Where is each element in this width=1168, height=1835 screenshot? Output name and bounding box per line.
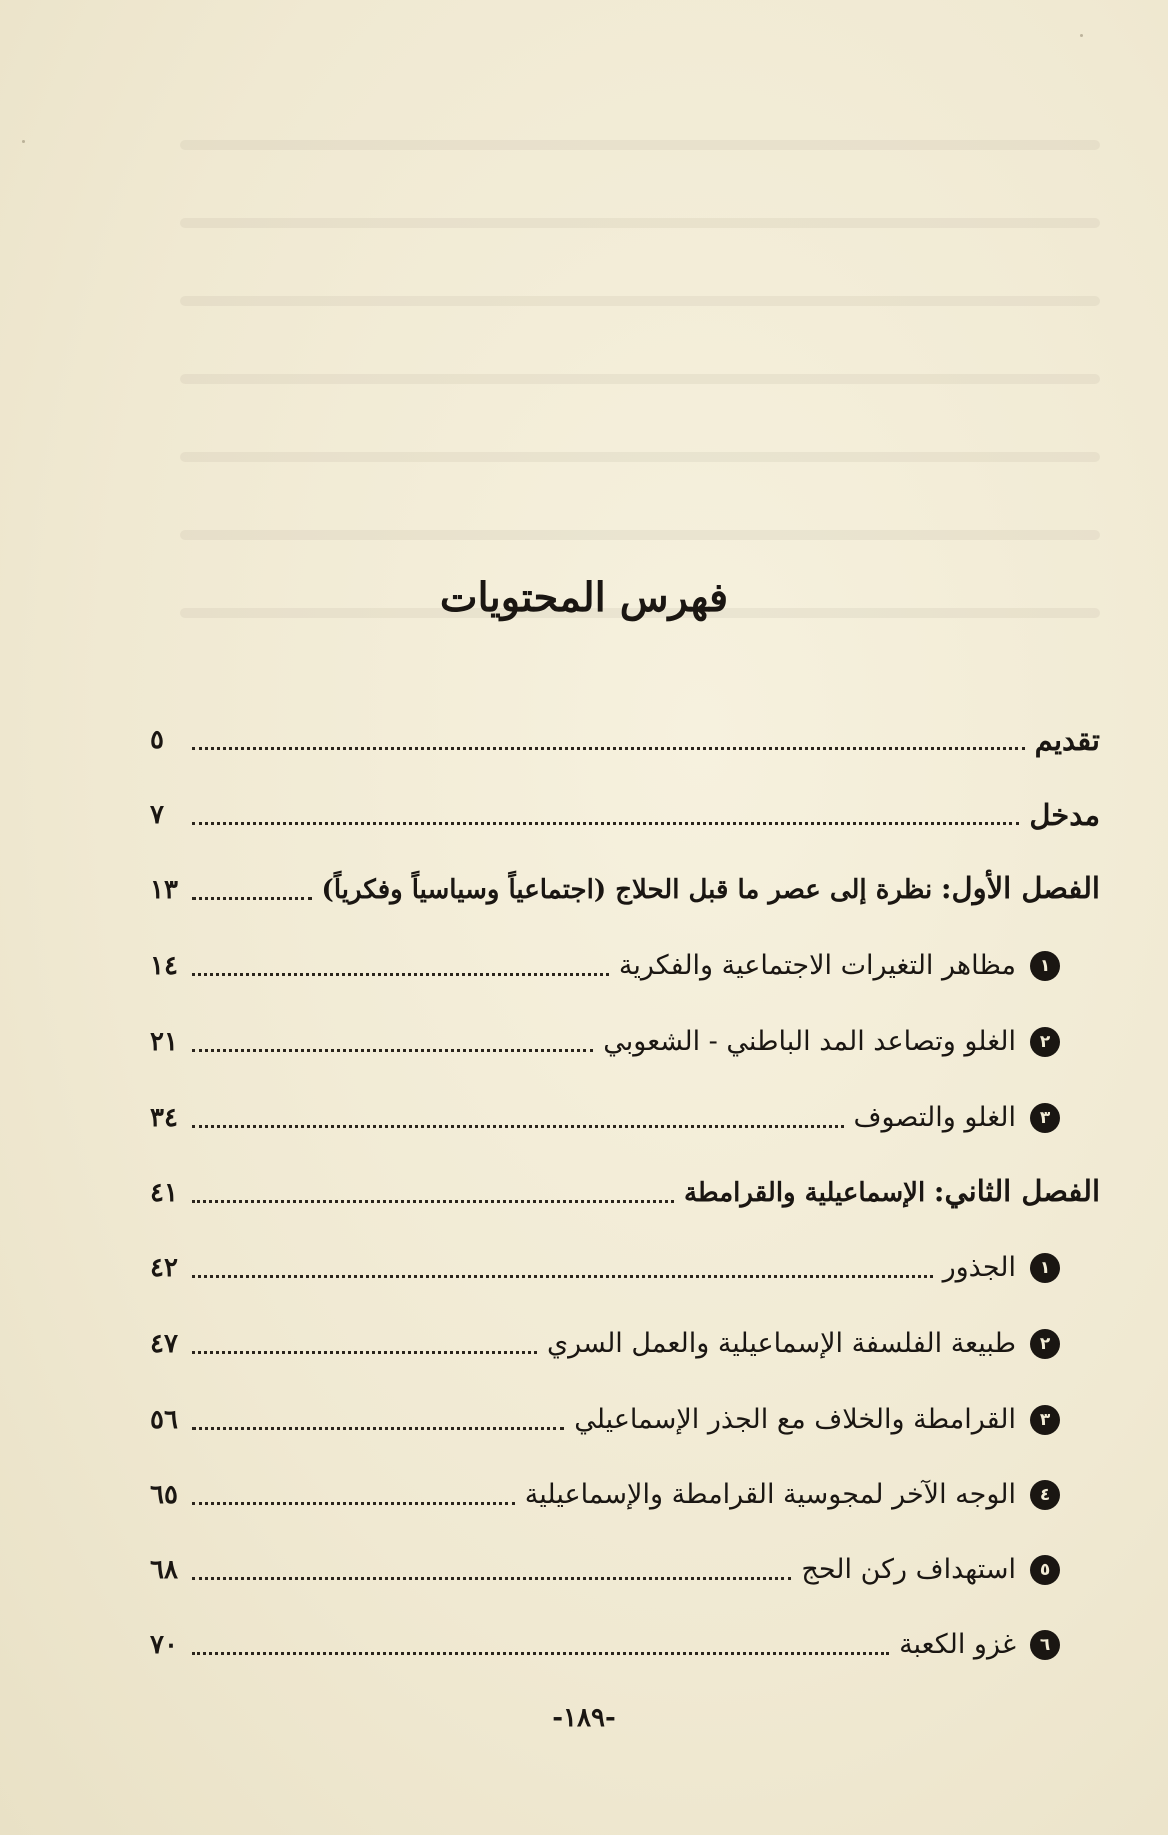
toc-entry-label: مدخل bbox=[1029, 798, 1100, 832]
chapter-title: الإسماعيلية والقرامطة bbox=[683, 1178, 926, 1208]
toc-chapter-heading bbox=[684, 1171, 1100, 1213]
section-number-badge: ٦ bbox=[1030, 1630, 1060, 1660]
chapter-name: الفصل الأول: bbox=[940, 871, 1100, 905]
section-number-badge: ٥ bbox=[1030, 1555, 1060, 1585]
dot-leader bbox=[192, 1576, 791, 1580]
dot-leader bbox=[192, 972, 609, 976]
section-number-badge: ٢ bbox=[1030, 1027, 1060, 1057]
toc-section-2-6[interactable] bbox=[150, 1617, 1060, 1665]
toc-section-1-3[interactable] bbox=[150, 1090, 1060, 1138]
toc-entry-label: القرامطة والخلاف مع الجذر الإسماعيلي bbox=[574, 1404, 1016, 1435]
toc-page-number: ٢١ bbox=[150, 1027, 178, 1057]
dot-leader bbox=[192, 1124, 844, 1128]
toc-entry-label: غزو الكعبة bbox=[899, 1629, 1016, 1660]
section-number-badge: ٣ bbox=[1030, 1103, 1060, 1133]
paper-speck bbox=[1080, 34, 1083, 37]
toc-entry-label: الغلو وتصاعد المد الباطني - الشعوبي bbox=[603, 1026, 1016, 1057]
toc-entry-label: تقديم bbox=[1034, 723, 1100, 757]
toc-entry-introduction[interactable] bbox=[150, 712, 1100, 760]
section-number-badge: ٣ bbox=[1030, 1405, 1060, 1435]
toc-entry-label: مظاهر التغيرات الاجتماعية والفكرية bbox=[618, 950, 1016, 981]
toc-page-number: ٤٢ bbox=[150, 1253, 178, 1283]
section-number-badge: ٤ bbox=[1030, 1480, 1060, 1510]
toc-section-2-3[interactable] bbox=[150, 1392, 1060, 1440]
dot-leader bbox=[192, 821, 1019, 825]
dot-leader bbox=[192, 1501, 515, 1505]
toc-page-number: ٤١ bbox=[150, 1178, 178, 1208]
toc-section-2-2[interactable] bbox=[150, 1316, 1060, 1364]
toc-section-2-1[interactable] bbox=[150, 1240, 1060, 1288]
toc-entry-label: الغلو والتصوف bbox=[853, 1102, 1016, 1133]
toc-page-number: ٧ bbox=[150, 800, 164, 830]
dot-leader bbox=[192, 746, 1025, 750]
toc-entry-preface[interactable] bbox=[150, 787, 1100, 835]
dot-leader bbox=[192, 1048, 593, 1052]
dot-leader bbox=[192, 1426, 564, 1430]
toc-page-number: ٣٤ bbox=[150, 1103, 178, 1133]
toc-page-number: ٧٠ bbox=[150, 1630, 178, 1660]
section-number-badge: ٢ bbox=[1030, 1329, 1060, 1359]
section-number-badge: ١ bbox=[1030, 1253, 1060, 1283]
dot-leader bbox=[192, 1350, 537, 1354]
toc-chapter-heading bbox=[322, 868, 1100, 910]
toc-entry-label: استهداف ركن الحج bbox=[801, 1554, 1016, 1585]
toc-page-number: ١٣ bbox=[150, 875, 178, 905]
chapter-title: نظرة إلى عصر ما قبل الحلاج (اجتماعياً وسياسياً وفكرياً) bbox=[321, 875, 933, 905]
toc-entry-label: طبيعة الفلسفة الإسماعيلية والعمل السري bbox=[546, 1328, 1016, 1359]
toc-page-number: ٥ bbox=[150, 725, 164, 755]
toc-entry-label: الجذور bbox=[942, 1252, 1016, 1283]
toc-page-number: ٤٧ bbox=[150, 1329, 178, 1359]
toc-page-number: ٥٦ bbox=[150, 1405, 178, 1435]
toc-page-number: ٦٨ bbox=[150, 1555, 178, 1585]
paper-speck bbox=[22, 140, 25, 143]
dot-leader bbox=[192, 896, 312, 900]
toc-section-2-5[interactable] bbox=[150, 1542, 1060, 1590]
toc-page-number: ١٤ bbox=[150, 951, 178, 981]
chapter-name: الفصل الثاني: bbox=[933, 1174, 1100, 1208]
toc-section-1-1[interactable] bbox=[150, 938, 1060, 986]
toc-entry-label: الوجه الآخر لمجوسية القرامطة والإسماعيلية bbox=[524, 1479, 1016, 1510]
dot-leader bbox=[192, 1651, 889, 1655]
dot-leader bbox=[192, 1274, 933, 1278]
section-number-badge: ١ bbox=[1030, 951, 1060, 981]
page-number-footer: -١٨٩- bbox=[552, 1703, 616, 1733]
toc-page-number: ٦٥ bbox=[150, 1480, 178, 1510]
toc-section-1-2[interactable] bbox=[150, 1014, 1060, 1062]
toc-chapter-1[interactable] bbox=[150, 862, 1100, 910]
toc-chapter-2[interactable] bbox=[150, 1165, 1100, 1213]
toc-section-2-4[interactable] bbox=[150, 1467, 1060, 1515]
page-title: فهرس المحتويات bbox=[439, 574, 729, 621]
dot-leader bbox=[192, 1199, 674, 1203]
